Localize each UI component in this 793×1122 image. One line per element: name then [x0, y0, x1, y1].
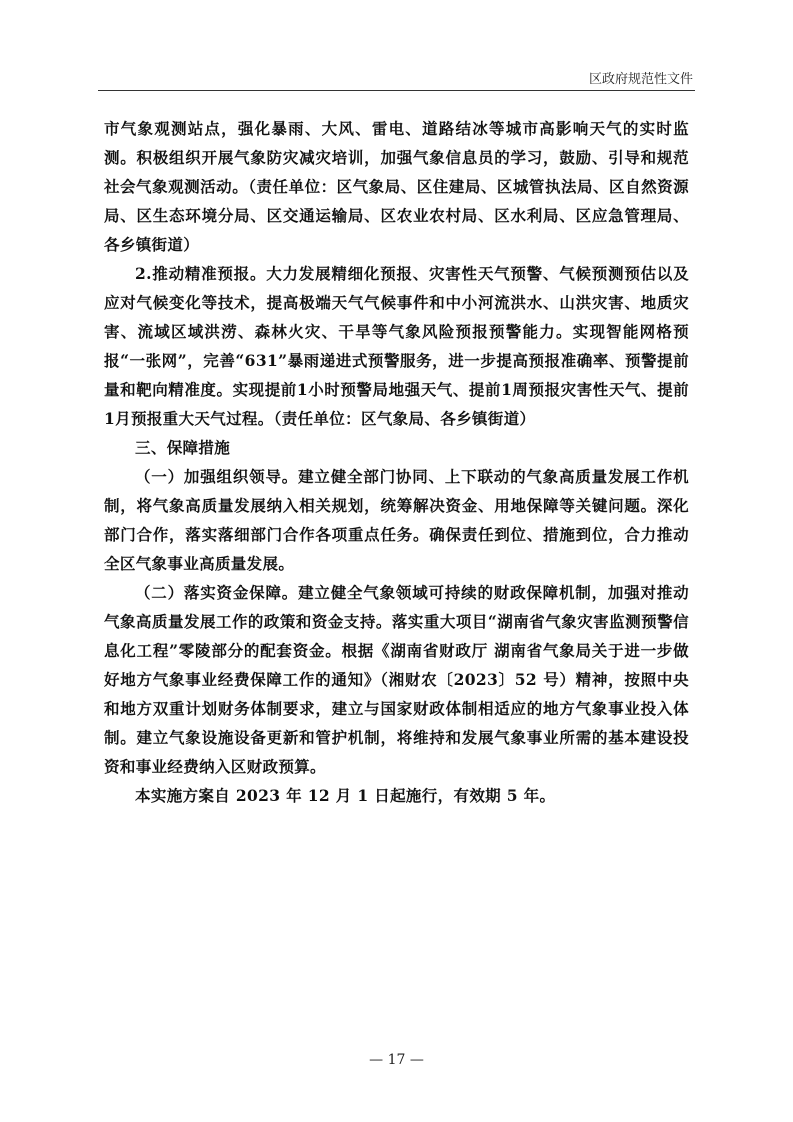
section-heading-safeguards: 三、保障措施	[135, 438, 231, 457]
paragraph-precise-forecast: 2.推动精准预报。大力发展精细化预报、灾害性天气预警、气候预测预估以及应对气候变化等技术，提高极端天气气候事件和中小河流洪水、山洪灾害、地质灾害、流域区域洪涝、森林火灾、干旱等气象风险预报预警能力。实现智能网格预报“一张网”，完善“631”暴雨递进式预警服务，进一步提高预报准确率、预警提前量和靶向精准度。实现提前1小时预警局地强天气、提前1周预报灾害性天气、提前1月预报重大天气过程。（责任单位：区气象局、各乡镇街道）	[104, 264, 689, 428]
paragraph-organization-leadership: （一）加强组织领导。建立健全部门协同、上下联动的气象高质量发展工作机制，将气象高质量发展纳入相关规划，统筹解决资金、用地保障等关键问题。深化部门合作，落实落细部门合作各项重点任务。确保责任到位、措施到位，合力推动全区气象事业高质量发展。	[104, 467, 689, 573]
paragraph-funding-guarantee: （二）落实资金保障。建立健全气象领域可持续的财政保障机制，加强对推动气象高质量发展工作的政策和资金支持。落实重大项目“湖南省气象灾害监测预警信息化工程”零陵部分的配套资金。根据《湖南省财政厅 湖南省气象局关于进一步做好地方气象事业经费保障工作的通知》（湘财农〔2023〕52 号）精神，按照中央和地方双重计划财务体制要求，建立与国家财政体制相适应的地方气象事业投入体制。建立气象设施设备更新和管护机制，将维持和发展气象事业所需的基本建设投资和事业经费纳入区财政预算。	[104, 583, 689, 776]
document-category-label: 区政府规范性文件	[588, 72, 693, 87]
document-body	[104, 114, 689, 810]
paragraph-weather-observation: 市气象观测站点，强化暴雨、大风、雷电、道路结冰等城市高影响天气的实时监测。积极组织开展气象防灾减灾培训，加强气象信息员的学习，鼓励、引导和规范社会气象观测活动。（责任单位：区气象局、区住建局、区城管执法局、区自然资源局、区生态环境分局、区交通运输局、区农业农村局、区水利局、区应急管理局、各乡镇街道）	[104, 119, 689, 254]
paragraph-effective-date: 本实施方案自 2023 年 12 月 1 日起施行，有效期 5 年。	[135, 786, 556, 805]
page-header	[98, 62, 695, 91]
page-number: — 17 —	[369, 1052, 424, 1068]
